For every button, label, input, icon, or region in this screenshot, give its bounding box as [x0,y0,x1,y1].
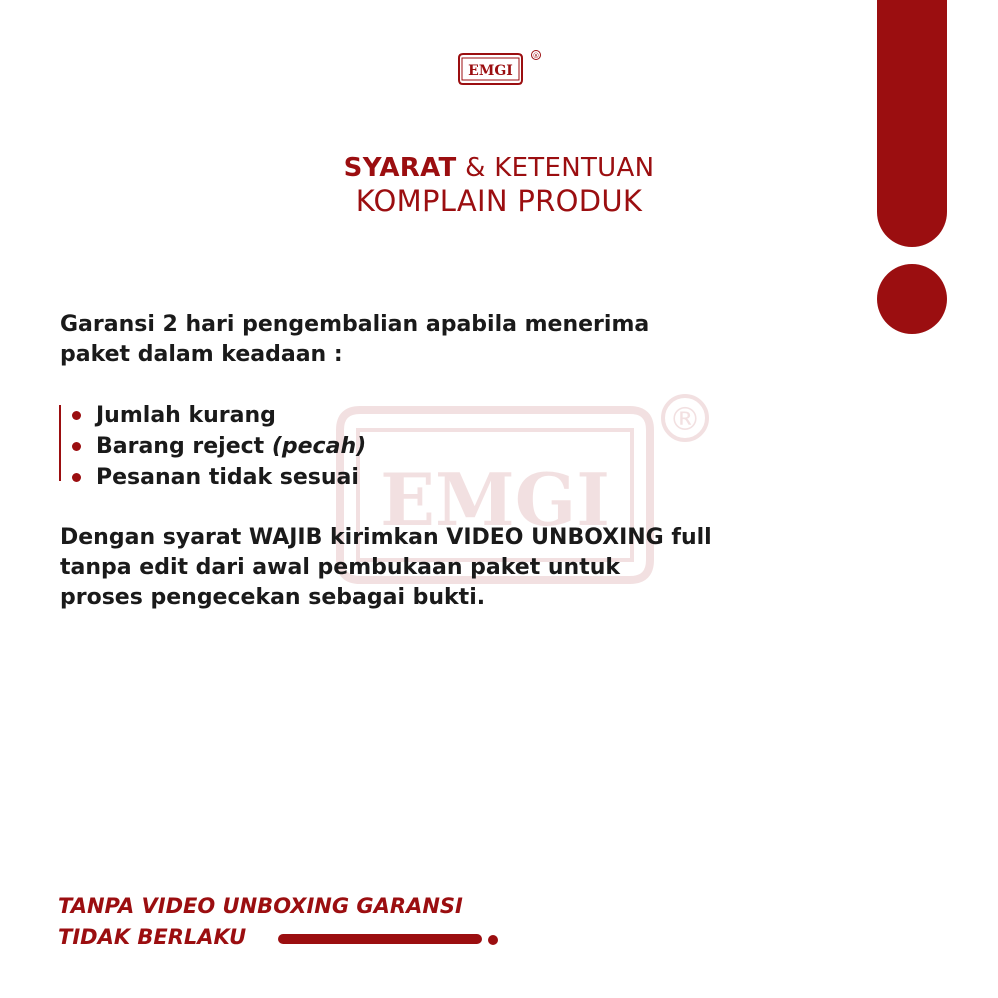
footer-line-1: TANPA VIDEO UNBOXING GARANSI [58,894,463,918]
brand-logo [456,50,540,86]
footer-accent-dot [488,935,498,945]
bullet-dot-icon [72,411,81,420]
title-subtitle: KOMPLAIN PRODUK [355,184,643,218]
list-item-text: Jumlah kurang [96,403,276,428]
list-item-text: Pesanan tidak sesuai [96,465,359,490]
footer-line-2: TIDAK BERLAKU [58,925,247,949]
title-rest: & KETENTUAN [456,153,655,183]
list-item [72,431,366,462]
intro-line-2: paket dalam keadaan : [60,342,343,367]
requirement-paragraph [60,523,840,613]
title-bold: SYARAT [343,153,457,183]
requirement-line-2: tanpa edit dari awal pembukaan paket untuk [60,555,621,580]
list-item [72,462,366,493]
bullet-dot-icon [72,473,81,482]
list-accent-line [59,405,61,481]
logo-registered-mark: ® [532,52,540,60]
requirement-line-3: proses pengecekan sebagai bukti. [60,585,486,610]
page-title [0,152,998,218]
list-item-text: Barang reject [96,434,272,459]
list-item [72,400,366,431]
intro-line-1: Garansi 2 hari pengembalian apabila menerima [60,312,650,337]
watermark-text: EMGI [380,457,610,542]
intro-paragraph [60,310,820,370]
list-item-note: (pecah) [271,434,367,459]
watermark-registered-mark: ® [669,400,701,438]
requirement-line-1: Dengan syarat WAJIB kirimkan VIDEO UNBOXING full [60,525,712,550]
conditions-list [72,400,366,493]
exclamation-dot-icon [877,264,947,334]
logo-text: EMGI [468,63,513,79]
footer-accent-bar [278,934,482,944]
bullet-dot-icon [72,442,81,451]
